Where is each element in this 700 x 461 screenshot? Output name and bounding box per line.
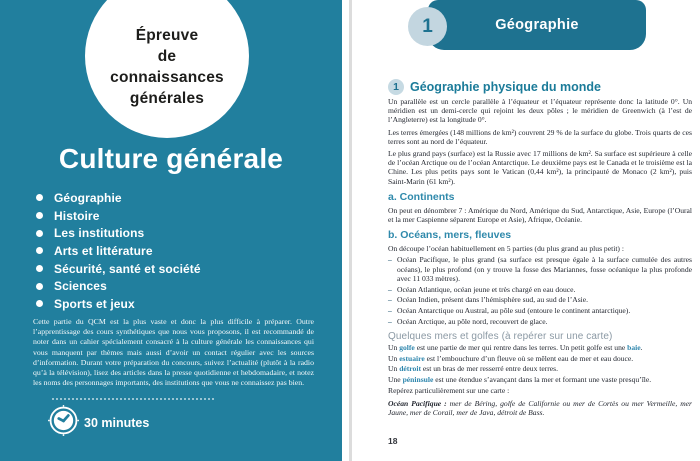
definition-text: est une étendue s’avançant dans la mer et formant une vaste presqu’île. [433,375,652,385]
oceans-intro: On découpe l’océan habituellement en 5 parties (du plus grand au plus petit) : [388,244,624,254]
list-item [36,277,201,295]
definition-line [388,364,692,375]
pacific-text: mer de Béring, golfe de Californie ou mer de Cortès ou mer Vermeille, mer Jaune, mer de Corail, mer de Java, détroit de Bass. [388,398,693,418]
list-item [36,260,201,278]
chapter-banner [428,0,646,50]
definition-text: est l’embouchure d’un fleuve où se mêlent eau de mer et eau douce. [424,353,634,363]
exam-title-circle [85,0,249,138]
clock-icon [48,405,79,441]
definition-term: baie [627,342,641,352]
bullet-dot-icon [36,283,43,290]
section-title: Géographie physique du monde [410,79,601,94]
chapter-number-badge [408,7,447,46]
bullet-dot-icon [36,230,43,237]
gutter-divider [349,0,352,461]
exam-title-line: Épreuve [135,27,199,44]
left-page [0,0,342,461]
bullet-dot-icon [36,265,43,272]
bullet-dot-icon [36,300,43,307]
pacific-paragraph [388,399,692,418]
definition-line [388,375,692,386]
list-item: – Océan Indien, présent dans l’hémisphère sud, au sud de l’Asie. [388,295,692,304]
definition-text: Une [388,375,403,385]
right-page [353,0,700,461]
list-item: – Océan Pacifique, le plus grand (sa surface est presque égale à la surface cumulée des autres océans), le plus profond (on y trouve la fosse des Mariannes, fosse océanique la plus profonde avec 11 033 mètres). [388,255,692,283]
definition-term: estuaire [399,353,425,363]
definition-term: détroit [399,364,421,374]
pacific-lead: Océan Pacifique : [388,398,447,408]
list-item: – Océan Atlantique, océan jeune et très chargé en eau douce. [388,285,692,294]
topic-label: Sécurité, santé et société [54,261,201,276]
page-title: Culture générale [58,143,284,174]
continents-paragraph: On peut en dénombrer 7 : Amérique du Nord, Amérique du Sud, Antarctique, Asie, Europe (l’Oural et la mer Caspienne séparent Europe et Asie), Afrique, Océanie. [388,205,692,225]
subsection-b-heading: b. Océans, mers, fleuves [388,229,512,242]
list-item [36,242,201,260]
list-item [36,189,201,207]
chapter-number: 1 [422,15,433,37]
topic-label: Les institutions [54,226,145,241]
subsection-a-heading: a. Continents [388,190,455,203]
list-item: – Océan Arctique, au pôle nord, recouvert de glace. [388,317,692,326]
topic-label: Arts et littérature [54,243,153,258]
section-heading [388,78,692,95]
topic-label: Sports et jeux [54,296,135,311]
topic-label: Géographie [54,190,122,205]
exam-title [110,3,224,109]
definition-text: est une partie de mer qui rentre dans les terres. Un petit golfe est une [414,342,628,352]
definition-text: . [640,342,643,352]
body-paragraph: Le plus grand pays (surface) est la Russie avec 17 millions de km². Sa surface est supérieure à celle de l’océan Arctique ou de l’océan Antarctique. Le deuxième pays est le Canada et le troisième est la Chine. Les plus petits pays sont le Vatican (0,44 km²), la principauté de Monaco (2 km²), puis Saint-Marin (61 km²). [388,149,692,186]
list-item [36,207,201,225]
bullet-dot-icon [36,194,43,201]
page-number: 18 [388,436,398,446]
list-item: – Océan Antarctique ou Austral, au pôle sud (entoure le continent antarctique). [388,306,692,315]
topic-label: Sciences [54,279,107,294]
exam-title-line: générales [129,90,205,107]
definition-text: Un [388,342,400,352]
page-gutter [342,0,353,461]
duration-row [48,405,149,441]
seas-heading: Quelques mers et golfes (à repérer sur une carte) [388,330,613,342]
exam-title-line: de [157,48,177,65]
section-number-badge: 1 [388,79,404,95]
spot-on-map-line: Repérez particulièrement sur une carte : [388,386,510,396]
body-paragraph: Les terres émergées (148 millions de km²) couvrent 29 % de la surface du globe. Trois quarts de ces terres sont au nord de l’équateur. [388,127,692,146]
exam-title-line: connaissances [110,69,224,86]
bullet-dot-icon [36,247,43,254]
chapter-content [388,72,692,418]
definition-text: Un [388,353,400,363]
definition-line [388,354,692,365]
body-paragraph: Un parallèle est un cercle parallèle à l’équateur et l’équateur représente donc la latitude 0°. Un méridien est un demi-cercle qui rejoint les deux pôles ; le méridien de Greenwich (à l’est de l’Angleterre) est la longitude 0°. [388,97,692,125]
definition-term: golfe [399,342,415,352]
duration-label: 30 minutes [84,416,150,430]
topic-label: Histoire [54,208,100,223]
definition-term: péninsule [402,375,434,385]
bullet-dot-icon [36,212,43,219]
topics-list [36,189,201,313]
intro-paragraph: Cette partie du QCM est la plus vaste et donc la plus difficile à préparer. Outre l’apprentissage des cours synthétiques que nous vous proposons, il est recommandé de noter dans un cahier spécialement consacré à la culture générale les connaissances qui vous manquent par thèmes mais aussi d’avoir un contact régulier avec les sources d’information. Durant votre préparation du concours, suivez l’actualité (plutôt à la radio qu’à la télévision), lisez des articles dans la presse quotidienne et hebdomadaire, et notez les noms des personnages importants, des institutions que vous ne connaissez pas bien. [33,317,314,388]
definition-text: Un [388,364,400,374]
list-item [36,295,201,313]
definition-text: est un bras de mer resserré entre deux terres. [420,364,559,374]
definition-line [388,343,692,354]
chapter-title: Géographie [495,17,579,33]
dotted-divider [52,398,214,400]
oceans-list [388,255,692,325]
list-item [36,224,201,242]
